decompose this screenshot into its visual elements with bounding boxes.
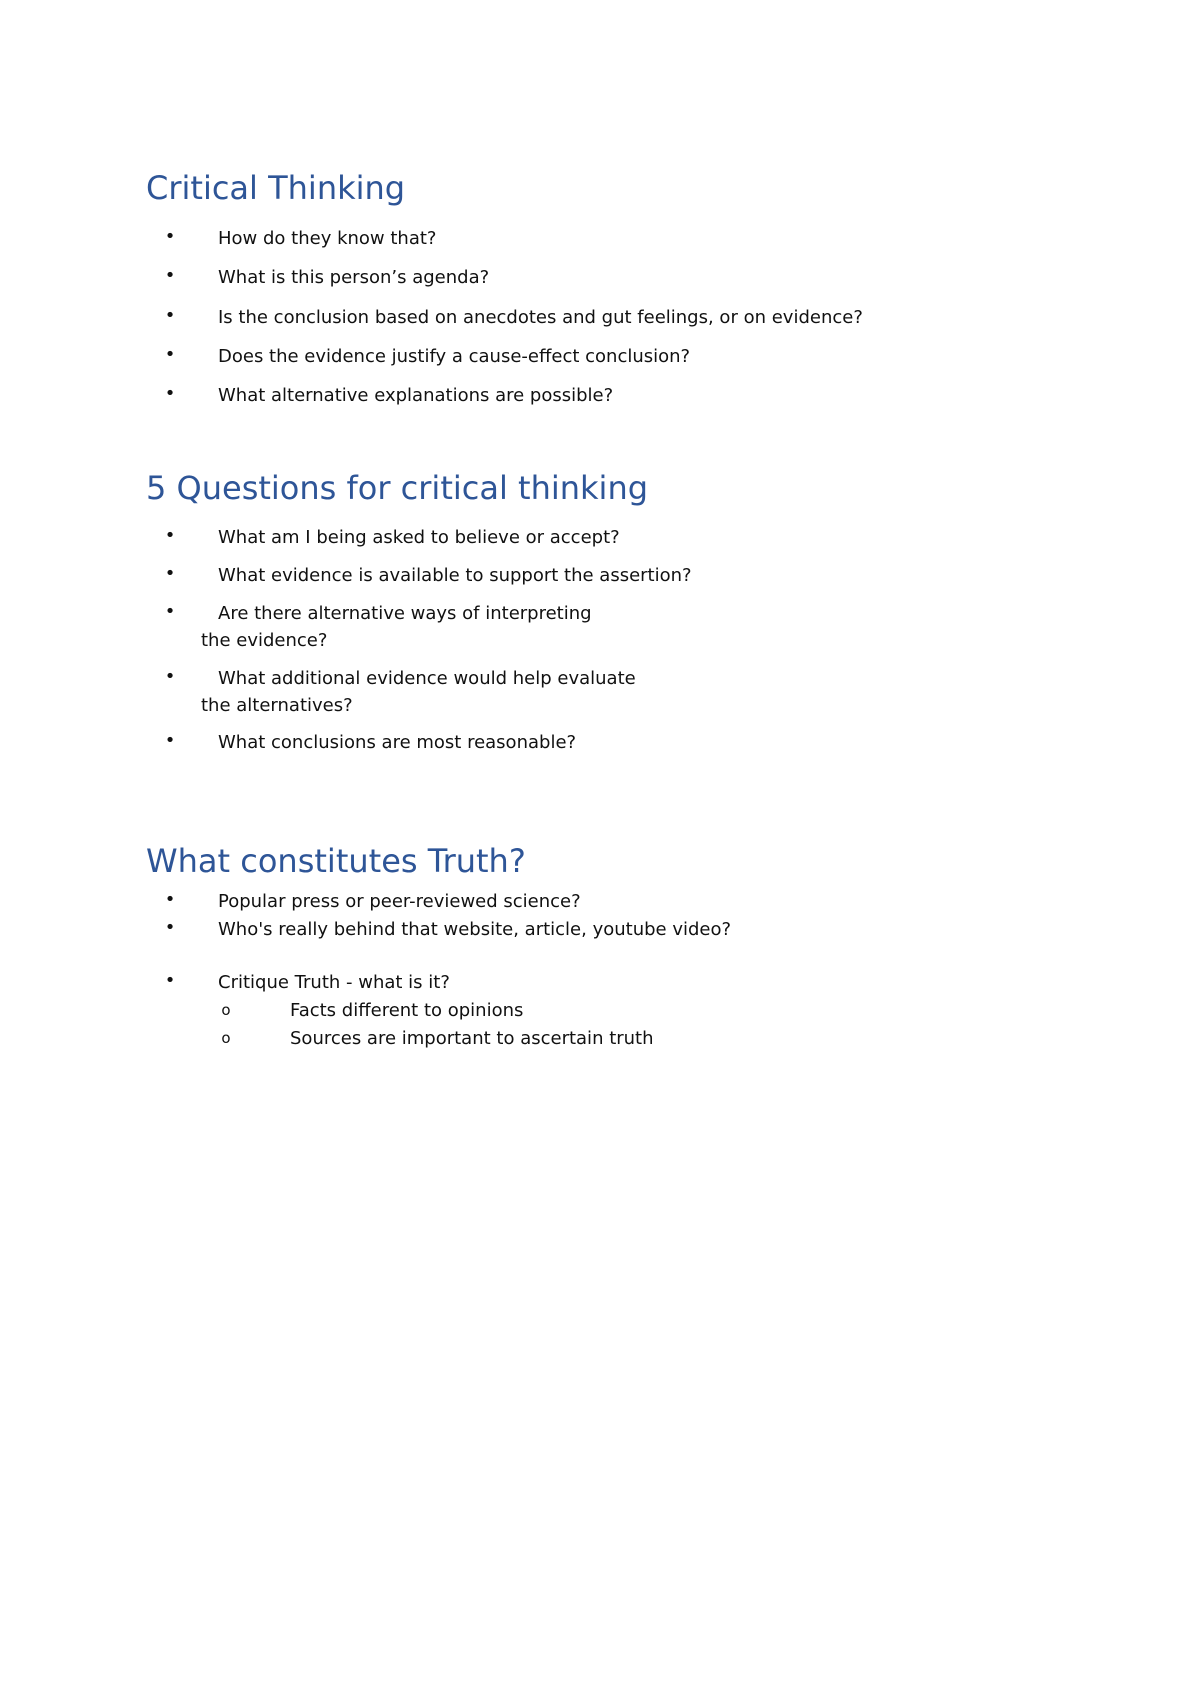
bullet-icon: • [164,226,176,247]
bullet-icon: • [164,305,176,326]
list-item-text: What additional evidence would help evaluate [218,668,636,689]
bullet-icon: • [164,970,176,991]
list-item-text-continuation: the evidence? [201,630,328,651]
section-heading-critical-thinking: Critical Thinking [146,169,406,207]
list-item-text: What evidence is available to support the assertion? [218,565,692,586]
list-item-text: How do they know that? [218,228,437,249]
bullet-icon: • [164,563,176,584]
list-item-text: What conclusions are most reasonable? [218,732,577,753]
section-heading-what-constitutes-truth: What constitutes Truth? [146,842,526,880]
sub-list-item-text: Facts different to opinions [290,1000,524,1021]
list-item-text: Popular press or peer-reviewed science? [218,891,581,912]
bullet-icon: • [164,525,176,546]
list-item-text: What am I being asked to believe or accept? [218,527,620,548]
list-item-text: Who's really behind that website, article, youtube video? [218,919,732,940]
bullet-icon: • [164,666,176,687]
section-heading-5-questions: 5 Questions for critical thinking [146,469,649,507]
circle-bullet-icon: o [221,1001,231,1019]
list-item-text: What alternative explanations are possible? [218,385,614,406]
list-item-text: What is this person’s agenda? [218,267,490,288]
bullet-icon: • [164,889,176,910]
list-item-text: Are there alternative ways of interpreting [218,603,592,624]
list-item-text-continuation: the alternatives? [201,695,353,716]
list-item-text: Is the conclusion based on anecdotes and gut feelings, or on evidence? [218,307,863,328]
bullet-icon: • [164,383,176,404]
list-item-text: Critique Truth - what is it? [218,972,450,993]
bullet-icon: • [164,601,176,622]
bullet-icon: • [164,730,176,751]
circle-bullet-icon: o [221,1029,231,1047]
sub-list-item-text: Sources are important to ascertain truth [290,1028,654,1049]
list-item-text: Does the evidence justify a cause-effect conclusion? [218,346,691,367]
bullet-icon: • [164,265,176,286]
bullet-icon: • [164,344,176,365]
bullet-icon: • [164,917,176,938]
